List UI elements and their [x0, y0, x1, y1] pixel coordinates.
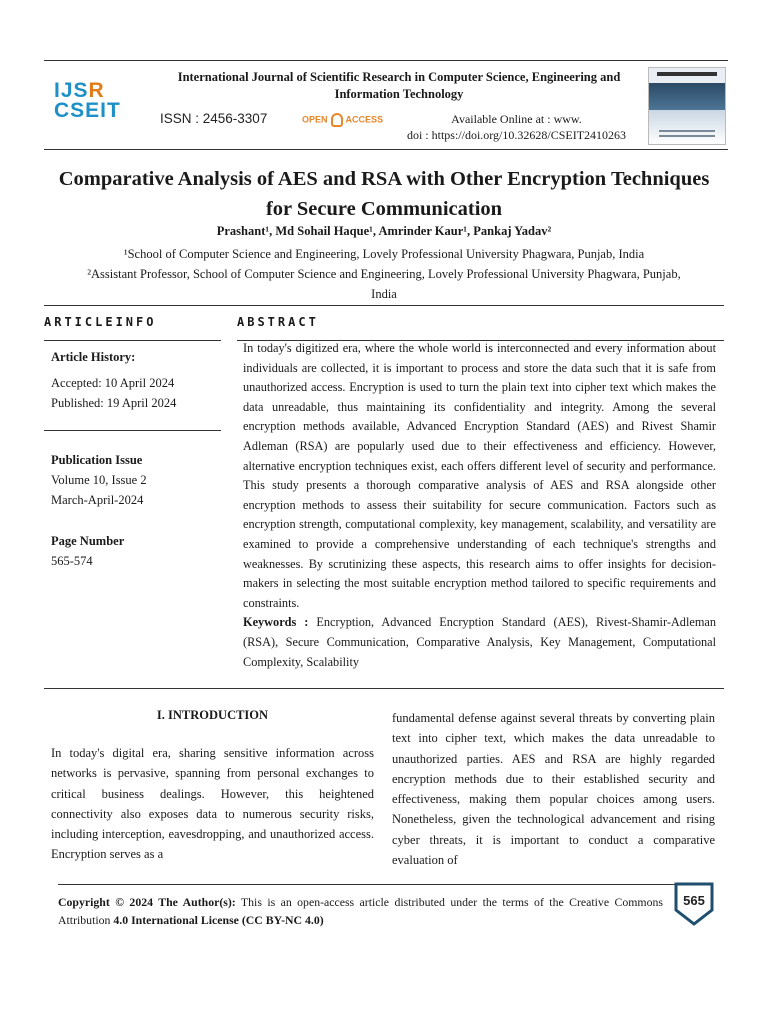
paper-authors: Prashant¹, Md Sohail Haque¹, Amrinder Kaur¹, Pankaj Yadav² [216, 224, 552, 238]
section-heading-introduction: I. INTRODUCTION [156, 708, 269, 722]
abstract-text: In today's digitized era, where the whole world is interconnected and every information about individuals are collected, it is important to process and store the data such that it is safe from unauthorized access. Encryption is used to turn the plain text into cipher text which makes the data unreadable, thus maintaining its confidentiality and integrity. Among the several encryption methods available, Advanced Encryption Standard (AES) and Rivest Shamir Adleman (RSA) are popularly used due to their effectiveness and efficiency. However, alternative encryption techniques exist, each offers different level of security and performance. This study presents a thorough comparative analysis of AES and RSA alongside other encryption methods to assess their suitability for secure communication. Factors such as encryption strength, computational complexity, key management, scalability, and versatility are examined to provide a comprehensive understanding of each technique's strengths and weaknesses. By scrutinizing these aspects, this research aims to offer insights for decision-makers in selecting the most suitable encryption method tailored to specific requirements and constraints. [243, 341, 716, 610]
article-history [51, 347, 135, 367]
logo-text-1: IJS [54, 79, 89, 102]
intro-paragraph-cont: fundamental defense against several threats by converting plain text into cipher text, which makes the data unreadable to unauthorized parties. AES and RSA are highly regarded encryption methods due to their established security and effectiveness, making them popular choices among users. Nonetheless, given the technological advancement and rising cyber threats, it is important to conduct a comparative evaluation of [392, 711, 715, 868]
keywords-list: Encryption, Advanced Encryption Standard (AES), Rivest-Shamir-Adleman (RSA), Secure Communication, Comparative Analysis, Key Management, Computational Complexity, Scalability [243, 615, 716, 669]
affiliation-1: ¹School of Computer Science and Engineering, Lovely Professional University Phagwara, Punjab, India [123, 247, 645, 261]
journal-logo [54, 79, 139, 129]
page-number-badge [674, 882, 714, 922]
license-name[interactable]: 4.0 International License (CC BY-NC 4.0) [113, 913, 324, 927]
abstract-body [243, 339, 716, 672]
page-number-label: Page Number [51, 534, 125, 548]
copyright-label: Copyright © 2024 The Author(s): [58, 895, 236, 909]
divider [44, 430, 221, 431]
doi-link[interactable]: doi : https://doi.org/10.32628/CSEIT2410263 [406, 128, 627, 142]
copyright-notice [58, 893, 663, 929]
footer-divider [58, 884, 688, 885]
published-date: Published: 19 April 2024 [51, 396, 177, 410]
open-access-left: OPEN [302, 114, 328, 125]
divider [44, 688, 724, 689]
history-label: Article History: [51, 350, 136, 364]
affiliation-2-cont: India [371, 287, 397, 301]
abstract-heading: ABSTRACT [237, 315, 319, 329]
publication-issue-label: Publication Issue [51, 453, 143, 467]
journal-title: International Journal of Scientific Research in Computer Science, Engineering and Information Technology [177, 70, 621, 101]
keywords-label: Keywords : [243, 615, 309, 630]
open-lock-icon [331, 113, 343, 127]
article-info-heading: ARTICLEINFO [44, 315, 157, 329]
keywords [243, 613, 716, 672]
body-column-right [392, 708, 715, 870]
intro-paragraph: In today's digital era, sharing sensitive information across networks is pervasive, spanning from personal exchanges to critical business dealings. However, this heightened connectivity also exposes data to numerous security risks, including interception, eavesdropping, and unauthorized access. Encryption serves as a [51, 746, 374, 862]
copyright-text: This is an open-access article distributed under the terms of the Creative Commons Attribution [58, 895, 663, 927]
affiliation-2: ²Assistant Professor, School of Computer Science and Engineering, Lovely Professional University Phagwara, Punjab, [87, 267, 681, 281]
divider [44, 340, 221, 341]
accepted-date: Accepted: 10 April 2024 [51, 376, 175, 390]
logo-text-2: CSEIT [54, 99, 121, 122]
logo-text-accent: R [88, 79, 105, 102]
issue-period: March-April-2024 [51, 493, 144, 507]
page-range: 565-574 [51, 554, 93, 568]
body-column-left [51, 708, 374, 865]
availability-info [389, 111, 644, 143]
page-number: 565 [683, 893, 705, 908]
divider [44, 305, 724, 306]
issn: ISSN : 2456-3307 [160, 111, 268, 126]
open-access-badge [302, 113, 383, 127]
volume-issue: Volume 10, Issue 2 [51, 473, 147, 487]
available-online: Available Online at : www. [451, 112, 582, 126]
journal-cover-image [648, 67, 726, 145]
open-access-right: ACCESS [345, 114, 384, 125]
journal-header [44, 60, 728, 150]
paper-title: Comparative Analysis of AES and RSA with Other Encryption Techniques for Secure Communication [58, 168, 710, 220]
